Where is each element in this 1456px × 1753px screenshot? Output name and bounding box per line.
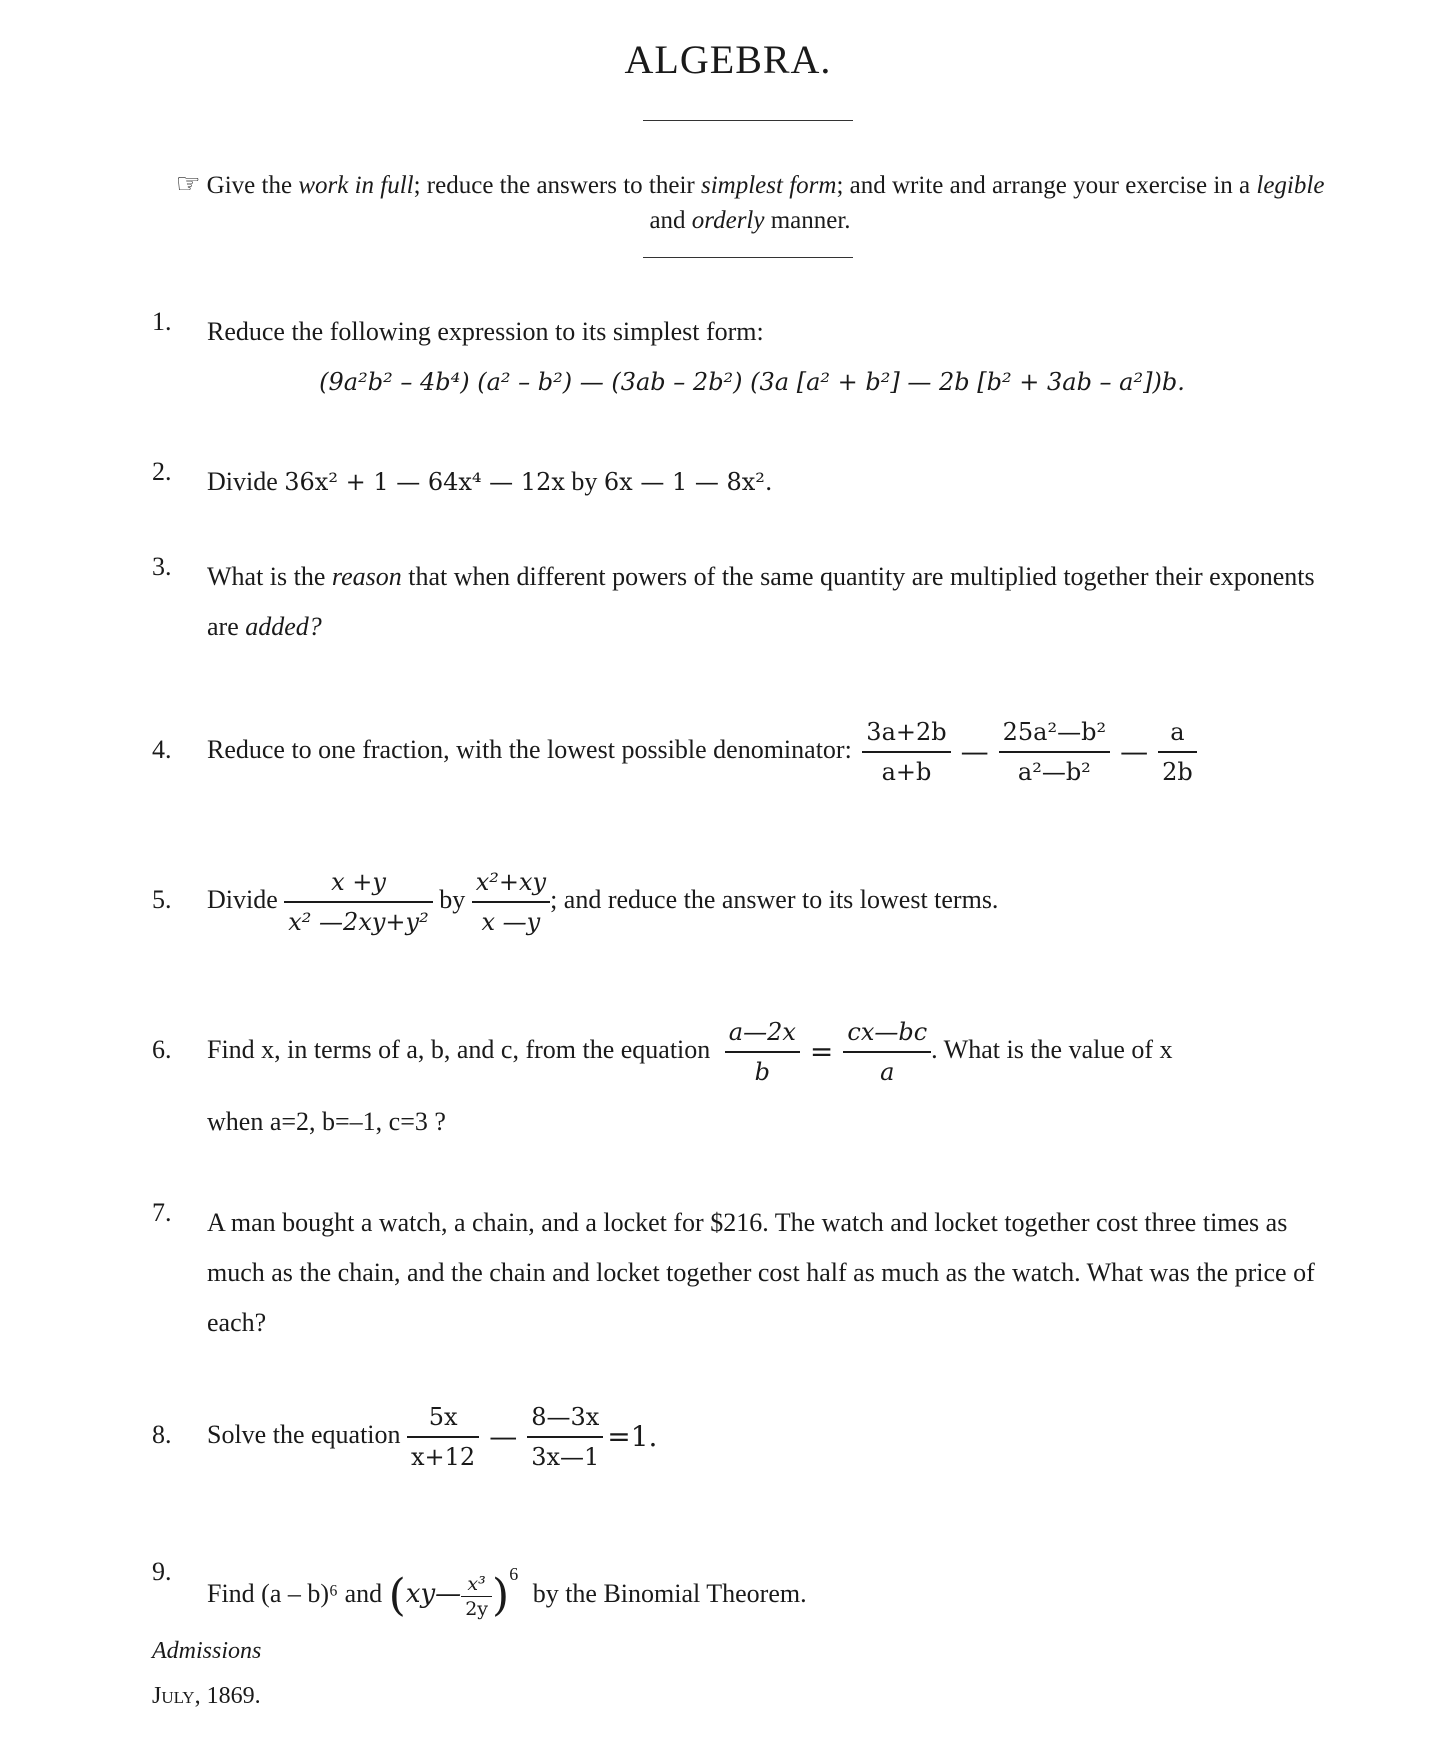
fraction-1: $\frac{5x}{x+12}$	[407, 1398, 479, 1476]
question-number: 6.	[152, 1035, 172, 1064]
pointing-hand-icon: ☞	[175, 167, 201, 200]
instructions: ☞ Give the work in full; reduce the answers to their simplest form; and write and arrange your exercise in a legible and orderly manner.	[175, 167, 1325, 234]
question-text: Reduce the following expression to its simplest form:	[207, 317, 764, 346]
question-number: 4.	[152, 735, 172, 764]
question-text: A man bought a watch, a chain, and a locket for $216. The watch and locket together cost three times as much as the chain, and the chain and locket together cost half as much as the watch. What was the price of each?	[207, 1208, 1315, 1337]
fraction-2: $\frac{\text{x²+xy}}{x —y}$	[472, 863, 550, 941]
binomial-fraction: $\frac{\text{x³}}{2y}$	[461, 1572, 492, 1621]
question-number: 7.	[152, 1198, 172, 1227]
question-number: 9.	[152, 1557, 172, 1586]
fraction-2: $\frac{\text{25a²—b²}}{\text{a²—b²}}$	[999, 713, 1110, 791]
dividend: 36x² + 1 — 64x⁴ — 12x	[284, 468, 565, 496]
question-number: 1.	[152, 307, 172, 336]
instructions-divider	[643, 257, 853, 258]
fraction-1: $\frac{a—2x}{b}$	[725, 1013, 800, 1091]
question-number: 8.	[152, 1420, 172, 1449]
question-number: 5.	[152, 885, 172, 914]
fraction-2: $\frac{8—3x}{3x—1}$	[527, 1398, 603, 1476]
question-number: 2.	[152, 457, 172, 486]
page-title: ALGEBRA.	[624, 37, 832, 82]
fraction-1: $\frac{x +y}{\text{x² —2xy+y²}}$	[284, 863, 432, 941]
footer-label: Admissions	[152, 1638, 262, 1664]
question-text: Reduce to one fraction, with the lowest possible denominator:	[207, 735, 852, 764]
fraction-1: $\frac{3a+2b}{a+b}$	[862, 713, 950, 791]
fraction-2: $\frac{cx—bc}{a}$	[843, 1013, 931, 1091]
divisor: 6x — 1 — 8x².	[603, 468, 773, 496]
title-divider	[643, 120, 853, 121]
question-number: 3.	[152, 552, 172, 581]
footer-date: July, 1869.	[152, 1683, 261, 1709]
fraction-3: $\frac{a}{2b}$	[1158, 713, 1197, 791]
expression: (9a²b² – 4b⁴) (a² – b²) — (3ab – 2b²) (3a [a² + b²] — 2b [b² + 3ab – a²])b.	[319, 368, 1185, 396]
